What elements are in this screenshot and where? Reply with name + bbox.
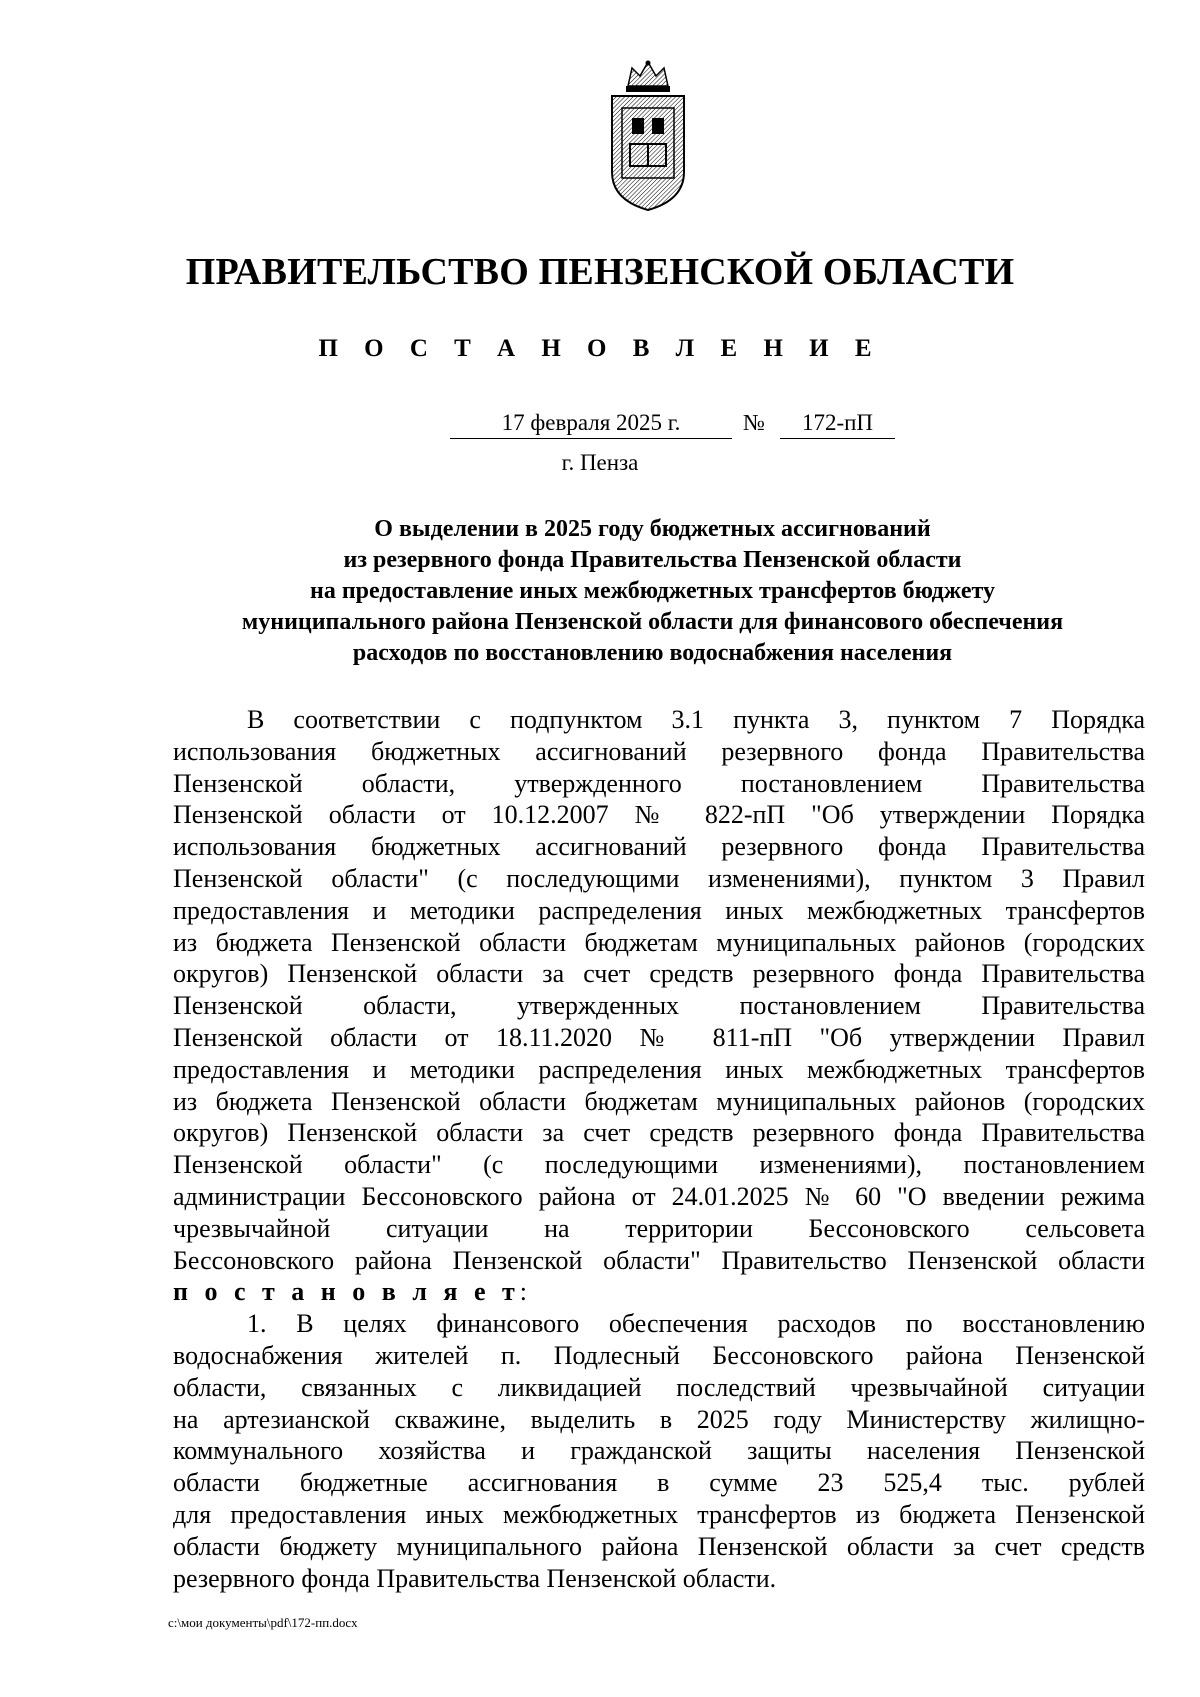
body-line: В соответствии с подпунктом 3.1 пункта 3, пунктом 7 Порядка bbox=[247, 705, 1145, 734]
body-line: предоставления и методики распределения иных межбюджетных трансфертов bbox=[173, 1054, 1145, 1084]
coat-of-arms-icon bbox=[606, 60, 690, 212]
body-line: Пензенской области, утвержденного постановлением Правительства bbox=[173, 768, 1145, 798]
decree-date: 17 февраля 2025 г. bbox=[450, 408, 732, 439]
body-line: округов) Пензенской области за счет средств резервного фонда Правительства bbox=[173, 959, 1145, 989]
item-line: резервного фонда Правительства Пензенской области. bbox=[173, 1563, 777, 1593]
body-line: из бюджета Пензенской области бюджетам муниципальных районов (городских bbox=[173, 927, 1145, 957]
number-sign: № bbox=[743, 410, 765, 435]
body-line: Пензенской области, утвержденных постановлением Правительства bbox=[173, 991, 1145, 1021]
item-line: области бюджету муниципального района Пензенской области за счет средств bbox=[173, 1531, 1145, 1561]
resolves-line bbox=[173, 1276, 1145, 1308]
file-path-footer: c:\мои документы\pdf\172-пп.docx bbox=[168, 1615, 358, 1630]
body-line: Пензенской области" (с последующими изменениями), пунктом 3 Правил bbox=[173, 863, 1145, 893]
item-line: водоснабжения жителей п. Подлесный Бессоновского района Пензенской bbox=[173, 1340, 1145, 1370]
body-line: Пензенской области от 10.12.2007 № 822-пП "Об утверждении Порядка bbox=[173, 800, 1145, 830]
body-line: Пензенской области" (с последующими изменениями), постановлением bbox=[173, 1150, 1145, 1180]
item-line: коммунального хозяйства и гражданской защиты населения Пензенской bbox=[173, 1436, 1145, 1466]
date-number-line bbox=[450, 408, 900, 442]
body-line: чрезвычайной ситуации на территории Бессоновского сельсовета bbox=[173, 1213, 1145, 1243]
body-line: Бессоновского района Пензенской области" Правительство Пензенской области bbox=[173, 1245, 1145, 1275]
decree-number: 172-пП bbox=[780, 408, 895, 439]
item-line: для предоставления иных межбюджетных трансфертов из бюджета Пензенской bbox=[173, 1499, 1145, 1529]
body-line: округов) Пензенской области за счет средств резервного фонда Правительства bbox=[173, 1118, 1145, 1148]
item-line: на артезианской скважине, выделить в 2025 году Министерству жилищно- bbox=[173, 1404, 1145, 1434]
body-line: использования бюджетных ассигнований резервного фонда Правительства bbox=[173, 832, 1145, 862]
subject-line: на предоставление иных межбюджетных трансфертов бюджету bbox=[309, 578, 995, 604]
item-line: 1. В целях финансового обеспечения расходов по восстановлению bbox=[247, 1309, 1145, 1339]
resolves-word: п о с т а н о в л я е т bbox=[173, 1277, 520, 1307]
body-line: из бюджета Пензенской области бюджетам муниципальных районов (городских bbox=[173, 1086, 1145, 1116]
subject-line: из резервного фонда Правительства Пензенской области bbox=[343, 547, 962, 573]
item-line: области, связанных с ликвидацией последствий чрезвычайной ситуации bbox=[173, 1372, 1145, 1402]
city-line: г. Пенза bbox=[561, 450, 639, 475]
body-line: использования бюджетных ассигнований резервного фонда Правительства bbox=[173, 736, 1145, 766]
body-line: администрации Бессоновского района от 24.01.2025 № 60 "О введении режима bbox=[173, 1181, 1145, 1211]
document-type-heading: П О С Т А Н О В Л Е Н И Е bbox=[318, 335, 882, 362]
subject-line: муниципального района Пензенской области для финансового обеспечения bbox=[241, 609, 1064, 635]
decree-subject bbox=[160, 514, 1145, 669]
subject-line: О выделении в 2025 году бюджетных ассигнований bbox=[374, 516, 931, 542]
item-line: области бюджетные ассигнования в сумме 23 525,4 тыс. рублей bbox=[173, 1468, 1145, 1498]
subject-line: расходов по восстановлению водоснабжения населения bbox=[352, 640, 953, 666]
body-line: Пензенской области от 18.11.2020 № 811-пП "Об утверждении Правил bbox=[173, 1022, 1145, 1052]
government-title: ПРАВИТЕЛЬСТВО ПЕНЗЕНСКОЙ ОБЛАСТИ bbox=[185, 251, 1015, 293]
body-line: предоставления и методики распределения иных межбюджетных трансфертов bbox=[173, 895, 1145, 925]
decree-body bbox=[173, 704, 1145, 1594]
resolves-colon: : bbox=[519, 1277, 528, 1307]
